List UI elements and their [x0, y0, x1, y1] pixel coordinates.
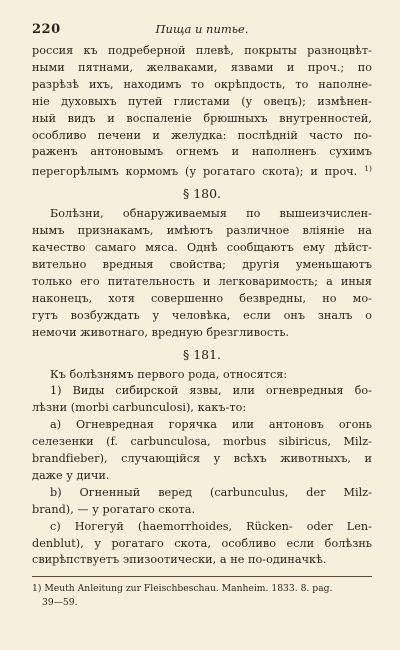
text-line: Болѣзни, обнаруживаемыя по вышеизчислен-: [50, 207, 372, 221]
text-line: ными пятнами, желваками, язвами и проч.; по: [32, 60, 372, 74]
text-line: а) Огневредная горячка или антоновъ огонь: [50, 418, 372, 432]
text-line: ный видъ и воспаленіе брюшныхъ внутренностей,: [32, 111, 372, 125]
text-line: c) Ногегуй (haemorrhoides, Rücken- oder Len-: [50, 519, 372, 533]
text-line: лѣзни (morbi carbunculosi), какъ-то:: [32, 401, 247, 415]
text-line: даже у дичи.: [32, 468, 110, 482]
page-header: [32, 22, 372, 37]
footnote-line: 39—59.: [42, 597, 78, 609]
text-line: россия къ подреберной плевѣ, покрыты разноцвѣт-: [32, 44, 372, 57]
text-line: Къ болѣзнямъ первого рода, относятся:: [50, 367, 288, 381]
text-line: особливо печени и желудка: послѣдній часто по-: [32, 128, 372, 142]
text-line: brand), — у рогатаго скота.: [32, 502, 196, 516]
running-title: Пища и питье.: [155, 22, 249, 36]
section-heading-181: § 181.: [182, 346, 222, 362]
footnote-rule: [32, 576, 372, 577]
text-line: только его питательность и легковаримость; а иныя: [32, 274, 372, 288]
text-line: селезенки (f. carbunculosa, morbus sibiricus, Milz-: [32, 435, 372, 449]
text-line: гутъ возбуждать у человѣка, если онъ зналъ о: [32, 308, 372, 322]
text-line: b) Огненный веред (carbunculus, der Milz-: [50, 485, 372, 499]
text-line: ніе духовыхъ путей глистами (у овецъ); измѣнен-: [32, 94, 372, 108]
text-line: вительно вредныя свойства; другія уменьшаютъ: [32, 257, 372, 271]
footnotes: [32, 582, 372, 610]
text-line: denblut), у рогатаго скота, особливо если болѣзнь: [32, 536, 372, 550]
paragraph-180: [32, 206, 372, 341]
text-line: наконецъ, хотя совершенно безвредны, но мо-: [32, 291, 372, 305]
text-line: разрѣзѣ ихъ, находимъ то окрѣпдость, то наполне-: [32, 77, 372, 91]
text-line: свирѣпствуетъ эпизоотически, а не по-одиначкѣ.: [32, 553, 327, 567]
footnote-line: 1) Meuth Anleitung zur Fleischbeschau. Manheim. 1833. 8. pag.: [32, 583, 333, 595]
page-number: 220: [32, 22, 61, 37]
text-line: 1) Виды сибирской язвы, или огневредныя бо-: [50, 384, 372, 398]
text-line: brandfieber), случающійся у всѣхъ животныхъ, и: [32, 452, 372, 466]
text-line: раженъ антоновымъ огнемъ и наполненъ сухимъ: [32, 145, 372, 159]
section-heading-180: § 180.: [182, 186, 222, 202]
text-line-body: перегорѣлымъ кормомъ (у рогатаго скота); и проч.: [32, 165, 358, 179]
paragraph-continuation: [32, 43, 372, 181]
text-line: [32, 161, 372, 181]
footnote-marker: 1): [364, 164, 372, 174]
paragraph-181: [32, 367, 372, 570]
text-line: нымъ признакамъ, имѣютъ различное вліяніе на: [32, 224, 372, 238]
text-line: качество самаго мяса. Однѣ сообщаютъ ему дѣйст-: [32, 241, 372, 255]
text-line: немочи животнаго, вредную брезгливость.: [32, 325, 290, 339]
